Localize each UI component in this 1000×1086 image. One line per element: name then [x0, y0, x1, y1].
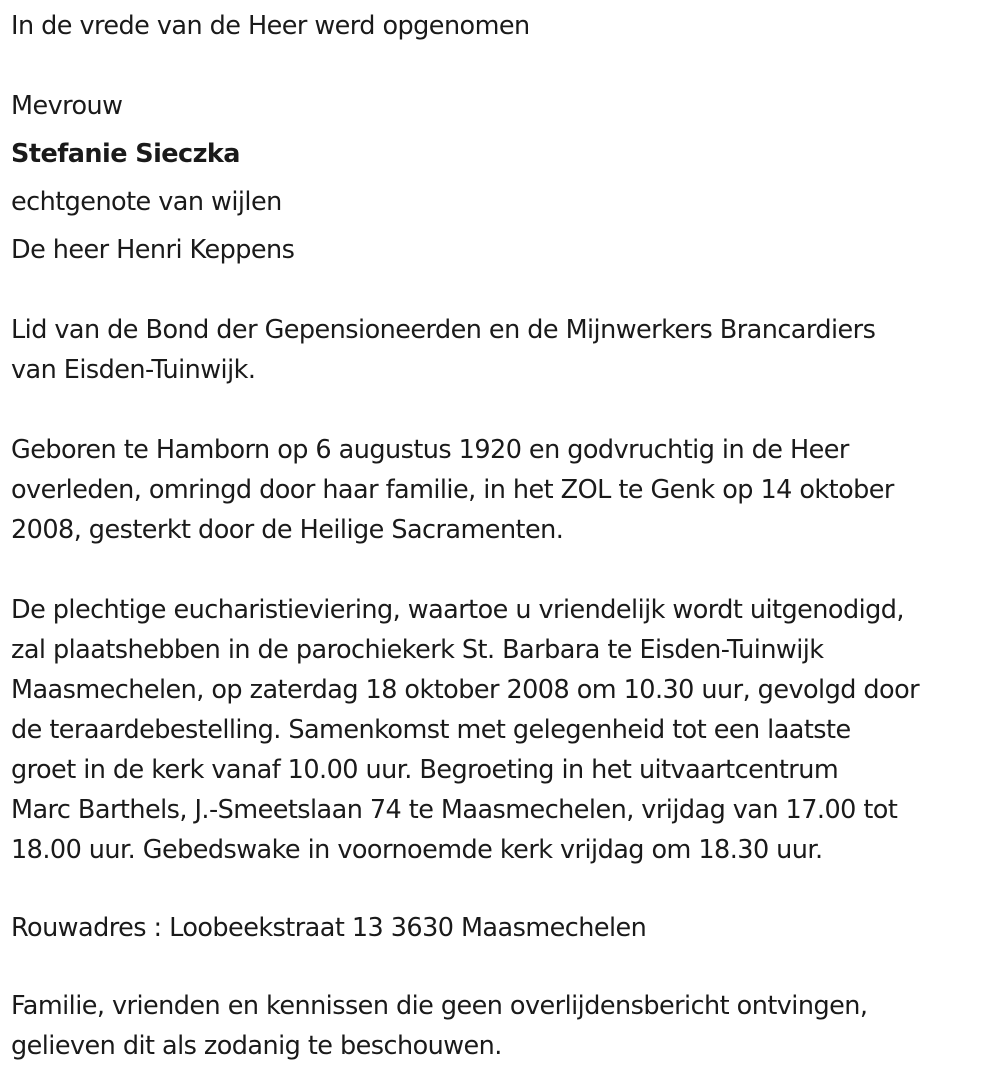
mourning-address: Rouwadres : Loobeekstraat 13 3630 Maasmechelen	[11, 913, 647, 943]
intro-line: In de vrede van de Heer werd opgenomen	[11, 11, 530, 41]
obituary-notice	[11, 6, 996, 1066]
closing-paragraph: Familie, vrienden en kennissen die geen overlijdensbericht ontvingen, gelieven dit als zodanig te beschouwen.	[11, 991, 868, 1061]
ceremony-paragraph: De plechtige eucharistieviering, waartoe u vriendelijk wordt uitgenodigd, zal plaatshebben in de parochiekerk St. Barbara te Eisden-Tuinwijk Maasmechelen, op zaterdag 18 oktober 2008 om 10.30 uur, gevolgd door de teraardebestelling. Samenkomst met gelegenheid tot een laatste groet in de kerk vanaf 10.00 uur. Begroeting in het uitvaartcentrum Marc Barthels, J.-Smeetslaan 74 te Maasmechelen, vrijdag van 17.00 tot 18.00 uur. Gebedswake in voornoemde kerk vrijdag om 18.30 uur.	[11, 595, 920, 865]
relation-line: echtgenote van wijlen	[11, 187, 282, 217]
birth-death-paragraph: Geboren te Hamborn op 6 augustus 1920 en godvruchtig in de Heer overleden, omringd door haar familie, in het ZOL te Genk op 14 oktober 2008, gesterkt door de Heilige Sacramenten.	[11, 435, 894, 545]
membership-paragraph: Lid van de Bond der Gepensioneerden en de Mijnwerkers Brancardiers van Eisden-Tuinwijk.	[11, 315, 876, 385]
salutation: Mevrouw	[11, 91, 123, 121]
deceased-name: Stefanie Sieczka	[11, 139, 240, 169]
spouse-line: De heer Henri Keppens	[11, 235, 295, 265]
